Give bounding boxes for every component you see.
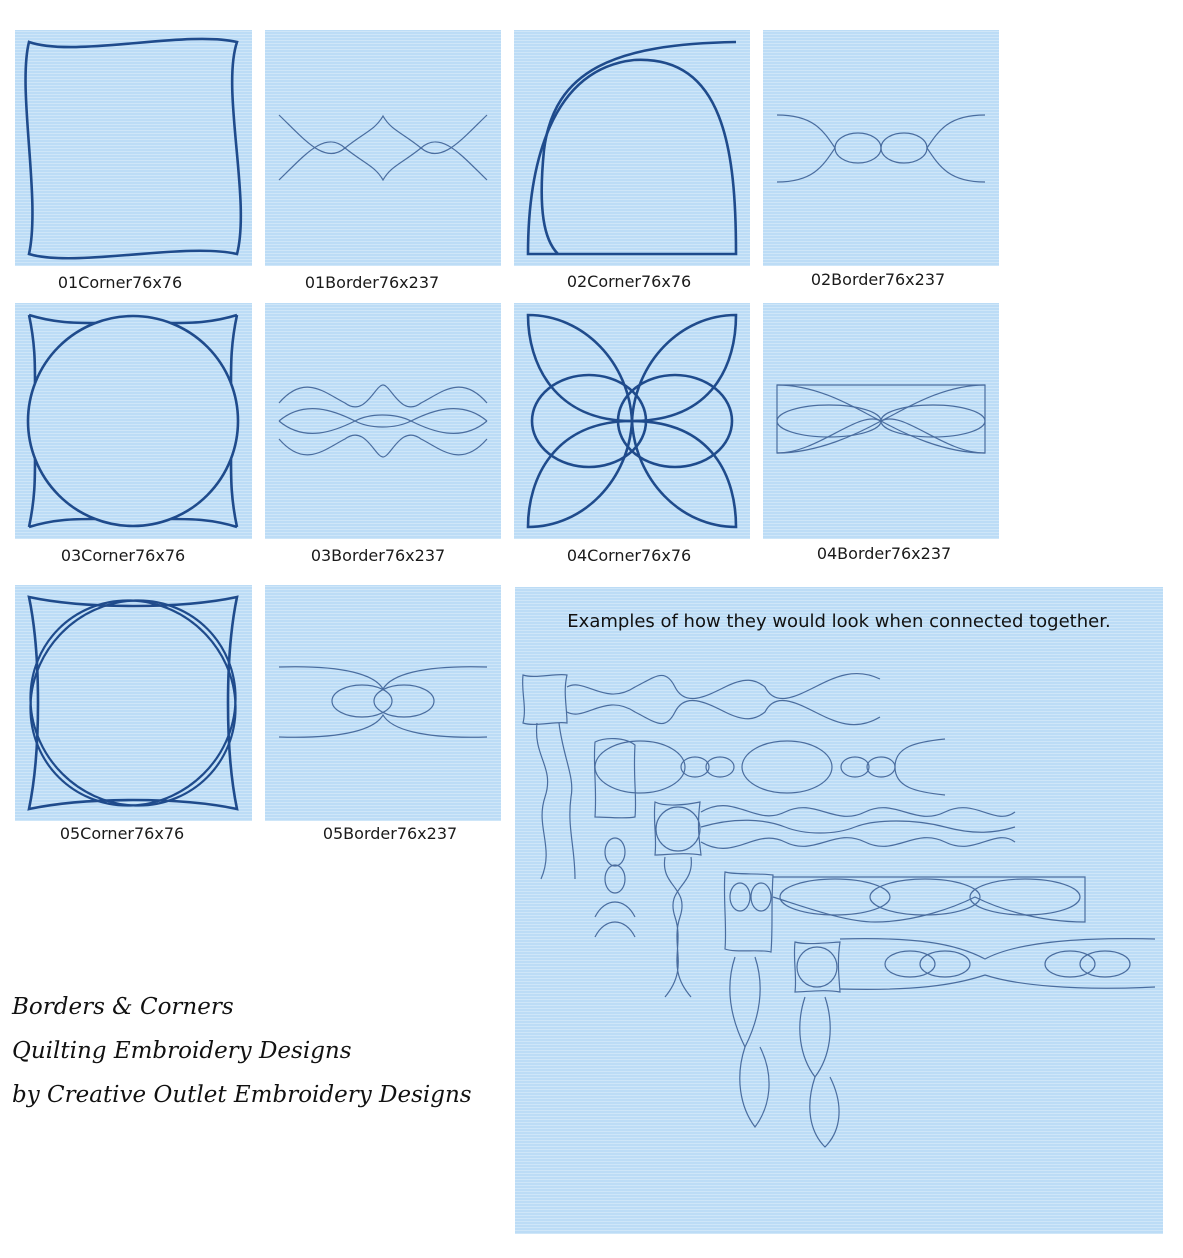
- border-03-label: 03Border76x237: [310, 546, 446, 565]
- corner-05-tile[interactable]: [15, 585, 252, 821]
- border-03-design: [265, 303, 501, 539]
- border-02-design: [763, 30, 999, 266]
- corner-04-label: 04Corner76x76: [566, 546, 692, 565]
- border-01-tile[interactable]: [265, 30, 501, 266]
- corner-02-tile[interactable]: [514, 30, 750, 266]
- border-01-design: [265, 30, 501, 266]
- border-04-design: [763, 303, 999, 539]
- border-05-label: 05Border76x237: [322, 824, 458, 843]
- border-05-tile[interactable]: [265, 585, 501, 821]
- examples-caption: Examples of how they would look when connected together.: [567, 611, 1111, 632]
- border-02-label: 02Border76x237: [810, 270, 946, 289]
- corner-02-design: [514, 30, 750, 266]
- corner-01-tile[interactable]: [15, 30, 252, 266]
- border-01-label: 01Border76x237: [304, 273, 440, 292]
- brand-line-3: by Creative Outlet Embroidery Designs: [12, 1082, 472, 1108]
- border-03-tile[interactable]: [265, 303, 501, 539]
- corner-01-label: 01Corner76x76: [57, 273, 183, 292]
- brand-line-1: Borders & Corners: [12, 994, 234, 1020]
- brand-line-2: Quilting Embroidery Designs: [12, 1038, 352, 1064]
- border-04-label: 04Border76x237: [816, 544, 952, 563]
- corner-03-tile[interactable]: [15, 303, 252, 539]
- corner-01-design: [15, 30, 252, 266]
- corner-05-design: [15, 585, 252, 821]
- border-02-tile[interactable]: [763, 30, 999, 266]
- corner-04-tile[interactable]: [514, 303, 750, 539]
- corner-05-label: 05Corner76x76: [59, 824, 185, 843]
- examples-connected-design: [515, 587, 1163, 1234]
- corner-03-label: 03Corner76x76: [60, 546, 186, 565]
- examples-panel: [515, 587, 1163, 1234]
- corner-03-design: [15, 303, 252, 539]
- border-04-tile[interactable]: [763, 303, 999, 539]
- corner-02-label: 02Corner76x76: [566, 272, 692, 291]
- brand-text: [12, 985, 472, 1117]
- corner-04-design: [514, 303, 750, 539]
- border-05-design: [265, 585, 501, 821]
